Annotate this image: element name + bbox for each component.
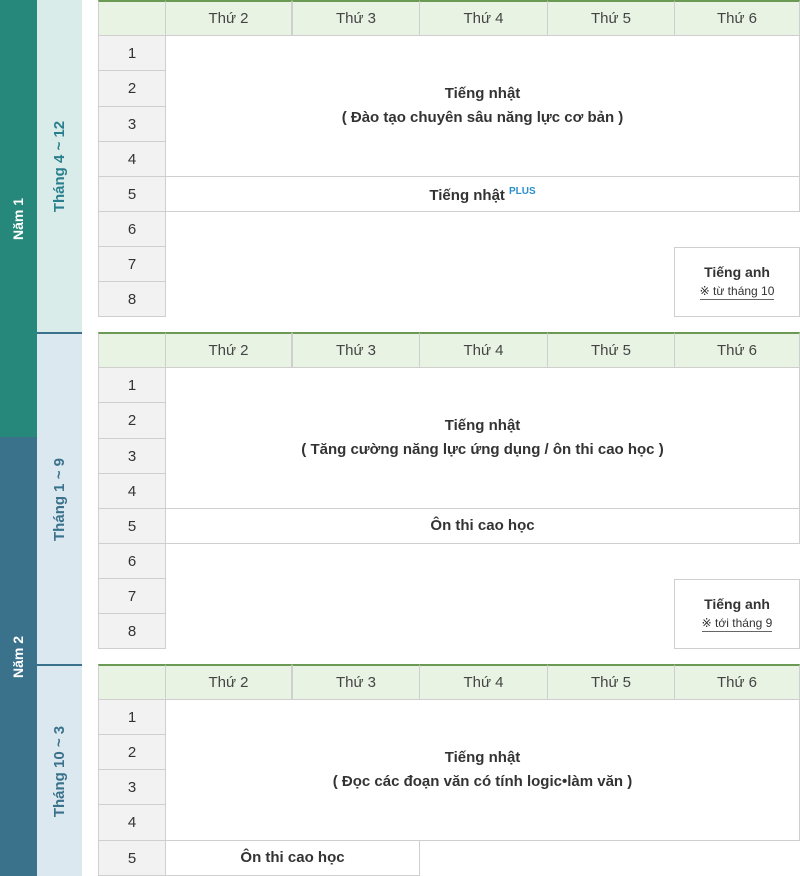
- period-number: 6: [98, 543, 166, 579]
- japanese-class-block: [165, 699, 800, 841]
- term-3-timetable: [98, 664, 800, 876]
- period-number: 2: [98, 70, 166, 107]
- class-title: Tiếng nhật: [444, 417, 521, 434]
- day-header: Thứ 2: [165, 0, 292, 36]
- term-3-label: Tháng 10 ~ 3: [51, 725, 69, 817]
- class-title: Tiếng nhật: [444, 749, 521, 766]
- corner-header: [98, 0, 166, 36]
- period-number: 5: [98, 176, 166, 212]
- period-number: 7: [98, 578, 166, 614]
- english-note: ※ từ tháng 10: [699, 284, 775, 298]
- period-number: 3: [98, 438, 166, 474]
- period-number: 3: [98, 106, 166, 142]
- day-header: Thứ 5: [547, 0, 675, 36]
- term-2-label-bar: [37, 332, 82, 664]
- period-number: 7: [98, 246, 166, 282]
- year-1-label: Năm 1: [10, 197, 27, 240]
- period-number: 5: [98, 840, 166, 876]
- exam-review-block: [165, 840, 420, 876]
- period-number: 1: [98, 35, 166, 71]
- year-2-label-bar: [0, 437, 37, 876]
- day-header: Thứ 3: [292, 664, 420, 700]
- day-header: Thứ 6: [674, 0, 800, 36]
- term-1-label-bar: [37, 0, 82, 332]
- class-title: Tiếng nhật: [444, 85, 521, 102]
- period-number: 3: [98, 769, 166, 805]
- day-header: Thứ 4: [419, 332, 548, 368]
- day-header: Thứ 6: [674, 664, 800, 700]
- class-subtitle: ( Đào tạo chuyên sâu năng lực cơ bản ): [341, 109, 624, 126]
- day-header: Thứ 4: [419, 664, 548, 700]
- english-title: Tiếng anh: [704, 596, 770, 612]
- corner-header: [98, 664, 166, 700]
- period-number: 4: [98, 141, 166, 177]
- period-number: 1: [98, 699, 166, 735]
- class-title: Ôn thi cao học: [240, 849, 345, 866]
- year-2-label: Năm 2: [10, 635, 27, 678]
- day-header: Thứ 3: [292, 0, 420, 36]
- term-2-label: Tháng 1 ~ 9: [51, 457, 69, 541]
- day-header: Thứ 5: [547, 332, 675, 368]
- period-number: 6: [98, 211, 166, 247]
- day-header: Thứ 3: [292, 332, 420, 368]
- class-title: Tiếng nhật: [429, 187, 505, 204]
- english-title: Tiếng anh: [704, 264, 770, 280]
- english-note: ※ tới tháng 9: [701, 616, 773, 630]
- day-header: Thứ 5: [547, 664, 675, 700]
- japanese-class-block: [165, 35, 800, 177]
- term-2-timetable: [98, 332, 800, 649]
- corner-header: [98, 332, 166, 368]
- period-number: 8: [98, 281, 166, 317]
- english-class-block: [674, 579, 800, 649]
- day-header: Thứ 2: [165, 664, 292, 700]
- day-header: Thứ 6: [674, 332, 800, 368]
- plus-badge: PLUS: [508, 186, 536, 197]
- period-number: 4: [98, 804, 166, 841]
- period-number: 4: [98, 473, 166, 509]
- term-1-timetable: [98, 0, 800, 317]
- period-number: 8: [98, 613, 166, 649]
- japanese-class-block: [165, 367, 800, 509]
- period-number: 1: [98, 367, 166, 403]
- year-1-label-bar: [0, 0, 37, 437]
- period-number: 2: [98, 402, 166, 439]
- term-3-label-bar: [37, 664, 82, 876]
- day-header: Thứ 4: [419, 0, 548, 36]
- japanese-plus-block: [165, 176, 800, 212]
- class-title: Ôn thi cao học: [430, 517, 535, 534]
- english-class-block: [674, 247, 800, 317]
- exam-review-block: [165, 508, 800, 544]
- period-number: 5: [98, 508, 166, 544]
- class-subtitle: ( Đọc các đoạn văn có tính logic•làm văn ): [332, 773, 633, 790]
- day-header: Thứ 2: [165, 332, 292, 368]
- term-1-label: Tháng 4 ~ 12: [51, 120, 69, 212]
- class-subtitle: ( Tăng cường năng lực ứng dụng / ôn thi cao học ): [301, 441, 664, 458]
- period-number: 2: [98, 734, 166, 770]
